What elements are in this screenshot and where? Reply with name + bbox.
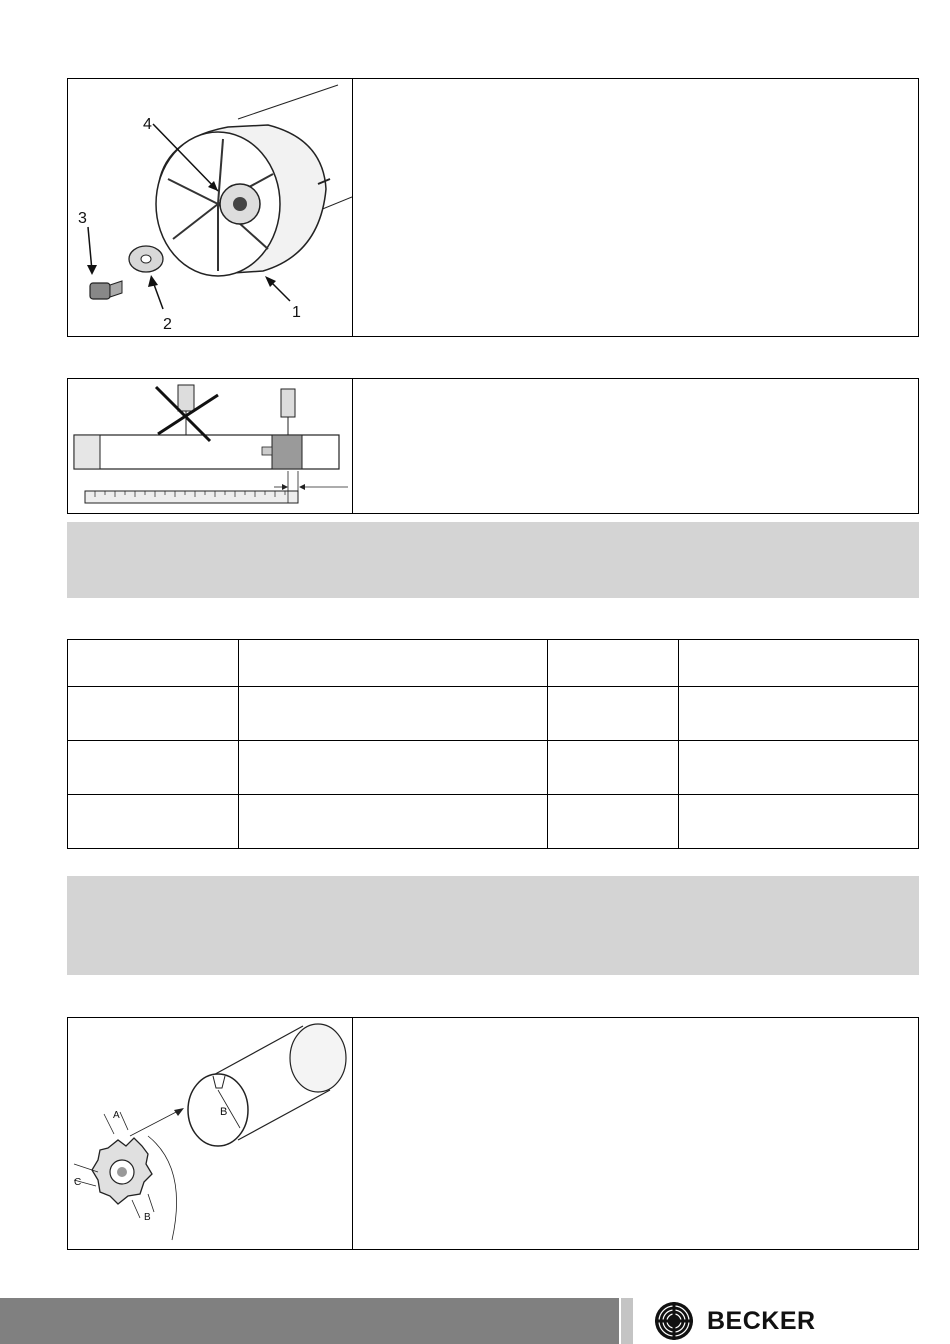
table-header-cell <box>548 640 679 687</box>
callout-1: 1 <box>292 304 301 321</box>
callout-3: 3 <box>78 210 87 227</box>
footer-accent <box>621 1298 633 1344</box>
table-cell <box>239 687 548 741</box>
tube-profile-text-area <box>352 1018 918 1249</box>
table-cell <box>679 795 919 849</box>
table-header-row <box>68 640 919 687</box>
adapter-assembly-illustration <box>68 79 353 336</box>
table-cell <box>679 741 919 795</box>
note-box <box>67 522 919 598</box>
adapter-drawing <box>68 79 352 336</box>
dimension-label-c: C <box>74 1177 82 1188</box>
drilling-text-area <box>352 379 918 513</box>
note-box <box>67 876 919 975</box>
table-cell <box>68 741 239 795</box>
table-row <box>68 687 919 741</box>
footer-bar <box>0 1298 619 1344</box>
table-row <box>68 795 919 849</box>
table-cell <box>548 741 679 795</box>
figure-panel-adapter-assembly <box>67 78 919 337</box>
table-cell <box>68 687 239 741</box>
drilling-drawing <box>68 379 352 513</box>
figure-panel-tube-profile <box>67 1017 919 1250</box>
brand-logo <box>654 1301 816 1341</box>
adapter-assembly-text-area <box>352 79 918 336</box>
table-header-cell <box>68 640 239 687</box>
drilling-illustration <box>68 379 353 513</box>
tube-profile-drawing <box>68 1018 352 1249</box>
table-cell <box>548 687 679 741</box>
table-header-cell <box>239 640 548 687</box>
callout-2: 2 <box>163 316 172 333</box>
table-cell <box>679 687 919 741</box>
tube-profile-illustration <box>68 1018 353 1249</box>
table-cell <box>239 795 548 849</box>
table-header-cell <box>679 640 919 687</box>
callout-4: 4 <box>143 116 152 133</box>
dimension-label-b-tube: B <box>220 1106 228 1118</box>
becker-logo-icon <box>654 1301 694 1341</box>
table-row <box>68 741 919 795</box>
table-cell <box>239 741 548 795</box>
figure-panel-drilling <box>67 378 919 514</box>
specification-table <box>67 639 919 849</box>
table-cell <box>68 795 239 849</box>
dimension-label-a: A <box>113 1110 120 1121</box>
table-cell <box>548 795 679 849</box>
dimension-label-b-adapter: B <box>144 1212 151 1223</box>
brand-name: BECKER <box>707 1306 816 1335</box>
